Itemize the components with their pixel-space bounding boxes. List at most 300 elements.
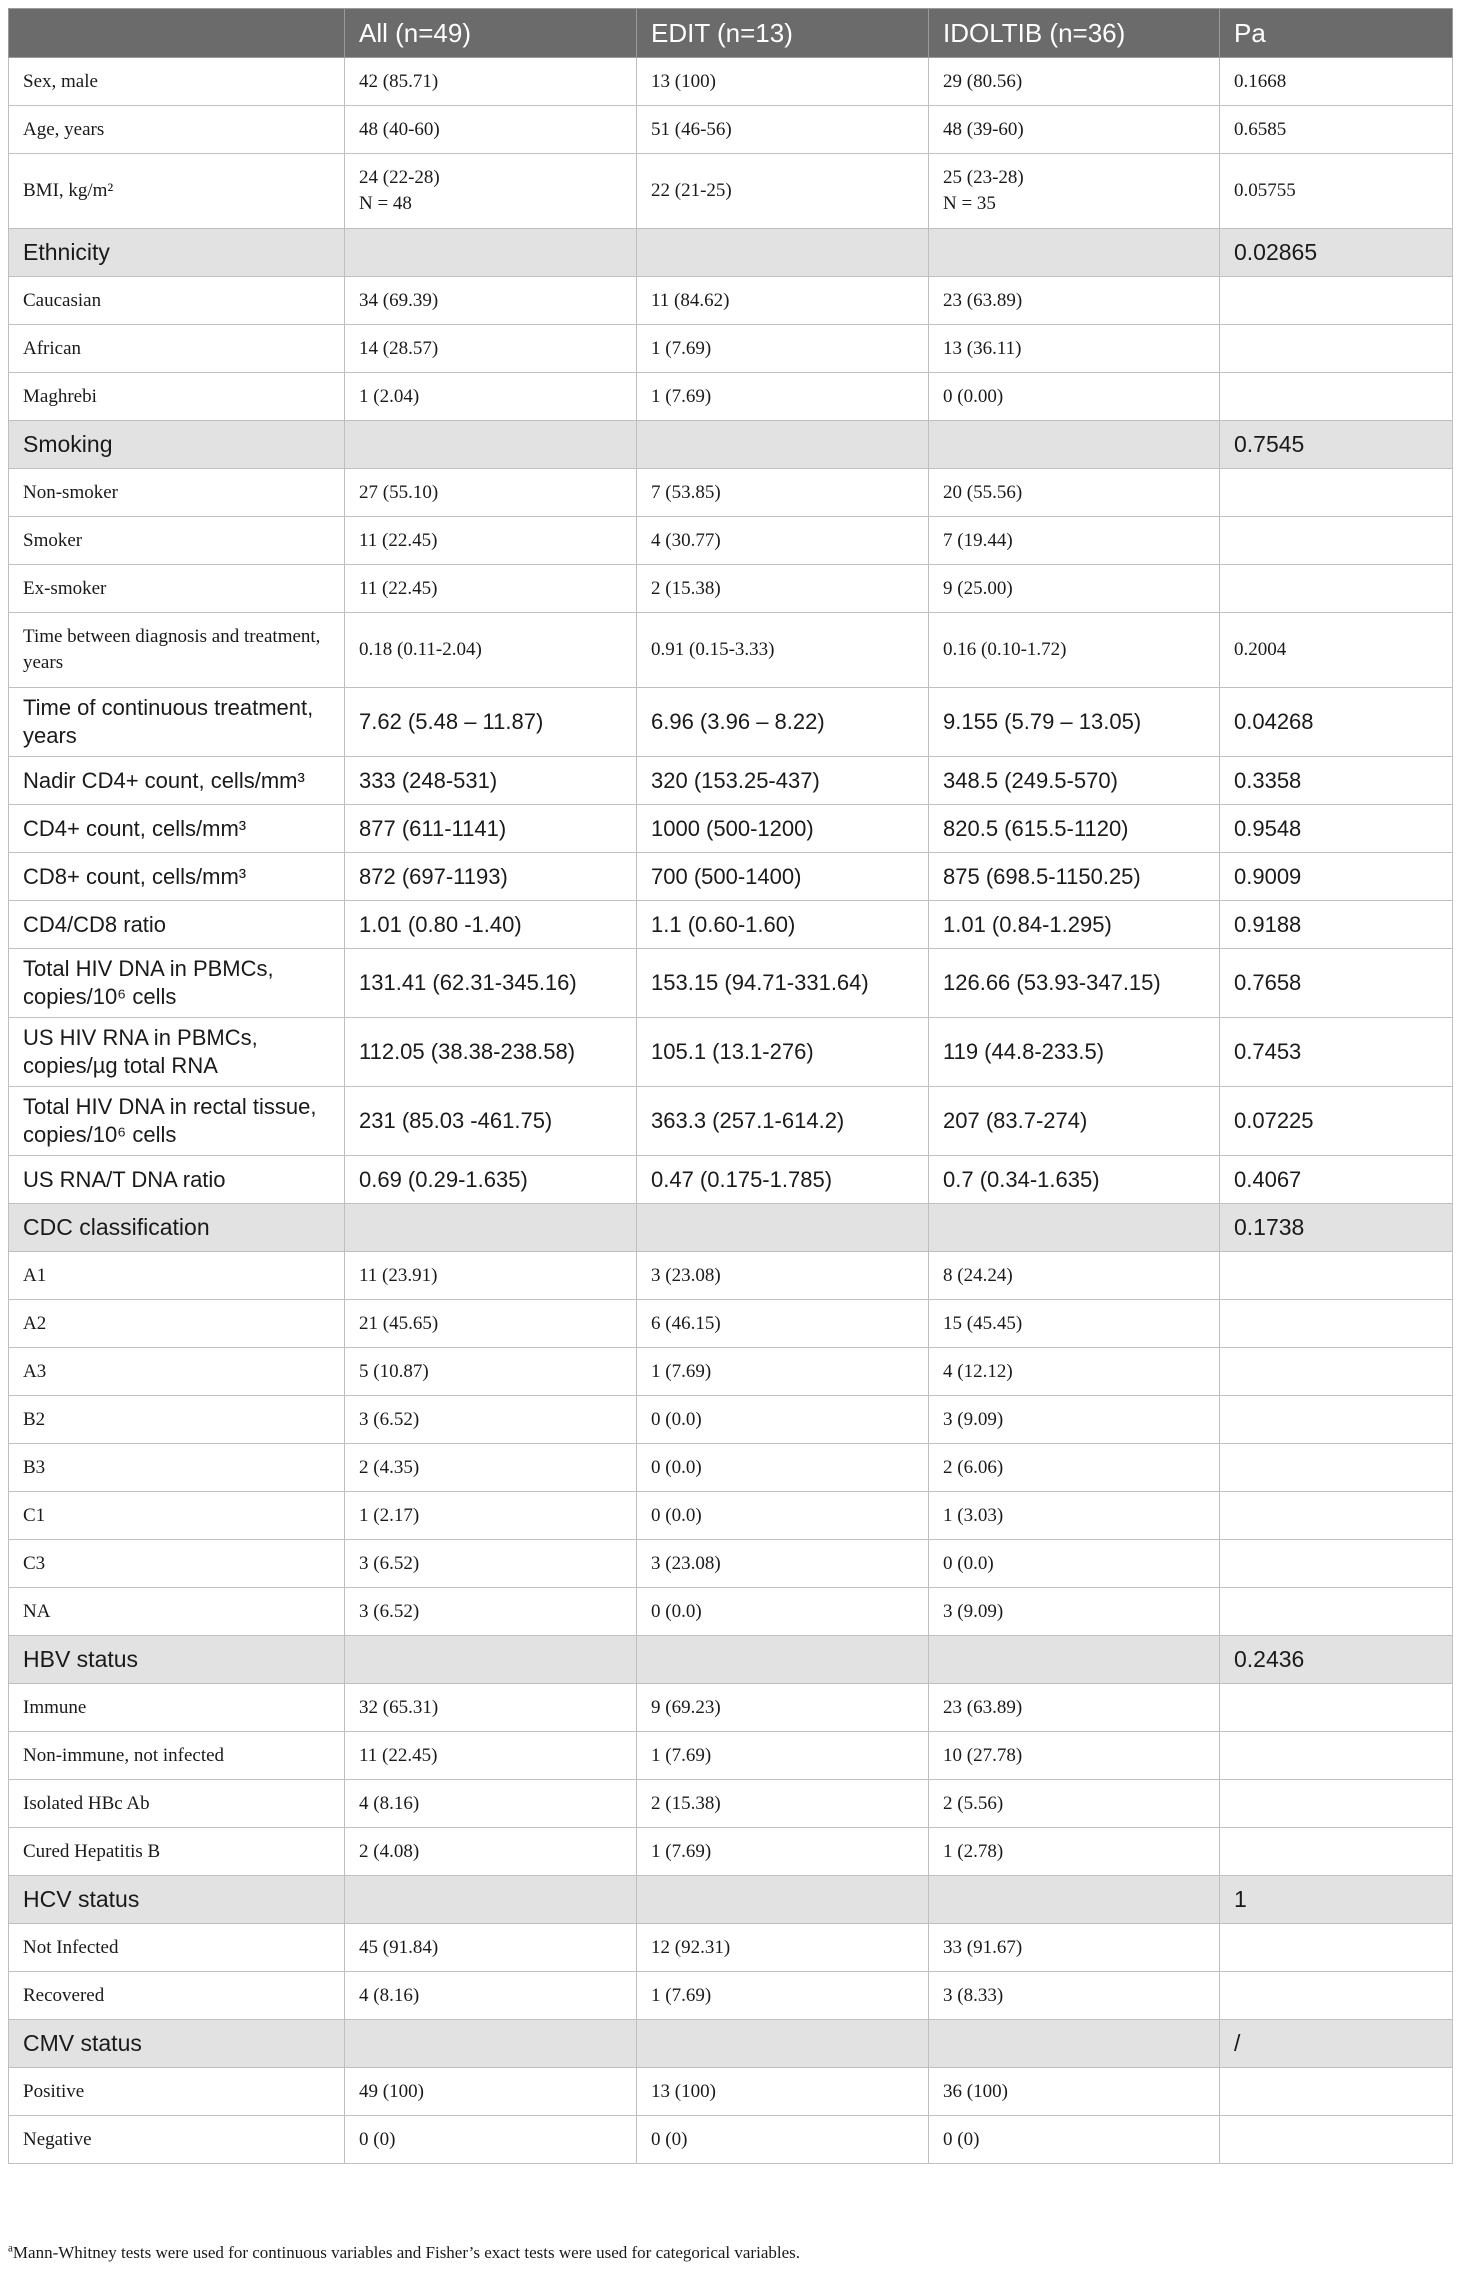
row-label — [9, 1300, 345, 1348]
cell-all — [345, 517, 637, 565]
cell-text: 6 (46.15) — [651, 1312, 721, 1334]
cell-text: 7 (19.44) — [943, 529, 1013, 551]
cell-edit — [637, 1156, 929, 1204]
cell-text: 0.07225 — [1234, 1108, 1314, 1133]
cell-text: 0.7658 — [1234, 970, 1302, 995]
cell-text: 875 (698.5-1150.25) — [943, 863, 1141, 889]
cell-text: 7 (53.85) — [651, 481, 721, 503]
cell-text: C3 — [23, 1552, 46, 1574]
table-row — [9, 373, 1453, 421]
cell-text: 2 (15.38) — [651, 577, 721, 599]
row-label — [9, 1876, 345, 1924]
cell-text: 11 (22.45) — [359, 577, 438, 599]
cell-edit — [637, 1636, 929, 1684]
row-label — [9, 1780, 345, 1828]
cell-edit — [637, 757, 929, 805]
cell-p-value — [1220, 1780, 1453, 1828]
cell-text: Non-immune, not infected — [23, 1744, 225, 1766]
table-row — [9, 277, 1453, 325]
cell-all — [345, 1300, 637, 1348]
row-label — [9, 2068, 345, 2116]
section-header-row — [9, 2020, 1453, 2068]
cell-idoltib — [929, 277, 1220, 325]
cell-p-value — [1220, 901, 1453, 949]
cell-all — [345, 1828, 637, 1876]
cell-all — [345, 1972, 637, 2020]
cell-all — [345, 1636, 637, 1684]
cell-p-value — [1220, 373, 1453, 421]
cell-text: B2 — [23, 1408, 46, 1430]
cell-idoltib — [929, 901, 1220, 949]
table-row — [9, 2116, 1453, 2164]
cell-text: 877 (611-1141) — [359, 815, 507, 841]
cell-text: 0.69 (0.29-1.635) — [359, 1166, 528, 1192]
cell-text: 1 (2.17) — [359, 1504, 420, 1526]
cell-idoltib — [929, 1684, 1220, 1732]
cell-text: 0.7545 — [1234, 431, 1305, 457]
cell-p-value — [1220, 688, 1453, 757]
cell-all — [345, 1924, 637, 1972]
cell-text: 1 (2.04) — [359, 385, 420, 407]
cell-text: 348.5 (249.5-570) — [943, 767, 1118, 793]
cell-text: / — [1234, 2030, 1241, 2056]
cell-idoltib — [929, 2068, 1220, 2116]
cell-text: A3 — [23, 1360, 47, 1382]
row-label — [9, 613, 345, 688]
table-row — [9, 1732, 1453, 1780]
cell-edit — [637, 106, 929, 154]
table-row — [9, 1780, 1453, 1828]
cell-text: Caucasian — [23, 289, 102, 311]
cell-text: 48 (39-60) — [943, 118, 1024, 140]
cell-text: 1 (7.69) — [651, 337, 712, 359]
cell-text: 105.1 (13.1-276) — [651, 1039, 814, 1064]
cell-idoltib — [929, 325, 1220, 373]
cell-text: 11 (22.45) — [359, 1744, 438, 1766]
cell-text: 0 (0) — [943, 2128, 980, 2150]
cell-text: 1 — [1234, 1886, 1247, 1912]
table-row — [9, 469, 1453, 517]
row-label — [9, 805, 345, 853]
cell-text: CD8+ count, cells/mm³ — [23, 863, 247, 889]
cell-text: Positive — [23, 2080, 85, 2102]
cell-all — [345, 1018, 637, 1087]
cell-edit — [637, 1876, 929, 1924]
cell-text: 23 (63.89) — [943, 1696, 1023, 1718]
cell-text: 0.6585 — [1234, 118, 1287, 140]
cell-text: 1 (3.03) — [943, 1504, 1004, 1526]
table-row — [9, 517, 1453, 565]
section-header-row — [9, 421, 1453, 469]
cell-text: 231 (85.03 -461.75) — [359, 1108, 553, 1133]
cell-text: 153.15 (94.71-331.64) — [651, 970, 869, 995]
cell-text: 2 (6.06) — [943, 1456, 1004, 1478]
cell-text: Ethnicity — [23, 239, 110, 265]
cell-p-value — [1220, 805, 1453, 853]
cell-text: 0.16 (0.10-1.72) — [943, 639, 1067, 660]
cell-text: 0.1738 — [1234, 1214, 1305, 1240]
cell-text: 363.3 (257.1-614.2) — [651, 1108, 845, 1133]
cell-text: CD4/CD8 ratio — [23, 911, 167, 937]
cell-edit — [637, 1540, 929, 1588]
table-row — [9, 1924, 1453, 1972]
cell-text: 320 (153.25-437) — [651, 767, 820, 793]
cell-all — [345, 613, 637, 688]
row-label — [9, 421, 345, 469]
cell-all — [345, 1540, 637, 1588]
table-footnote — [8, 2243, 800, 2263]
cell-all — [345, 565, 637, 613]
cell-text: Non-smoker — [23, 481, 118, 503]
cell-text: 0.9188 — [1234, 911, 1302, 937]
cell-idoltib — [929, 1444, 1220, 1492]
cell-all — [345, 229, 637, 277]
cell-text: 11 (84.62) — [651, 289, 730, 311]
row-label — [9, 229, 345, 277]
cell-p-value — [1220, 2116, 1453, 2164]
cell-edit — [637, 853, 929, 901]
cell-all — [345, 1396, 637, 1444]
cell-text: C1 — [23, 1504, 46, 1526]
cell-text: Ex-smoker — [23, 577, 107, 599]
cell-edit — [637, 1396, 929, 1444]
cell-text: Negative — [23, 2128, 92, 2150]
cell-text: Maghrebi — [23, 385, 97, 407]
cell-idoltib — [929, 1087, 1220, 1156]
table-row — [9, 325, 1453, 373]
cell-text: 119 (44.8-233.5) — [943, 1039, 1105, 1064]
row-label — [9, 1156, 345, 1204]
cell-p-value — [1220, 1396, 1453, 1444]
row-label — [9, 1732, 345, 1780]
cell-all — [345, 2068, 637, 2116]
cell-text: NA — [23, 1600, 51, 1622]
table-row — [9, 1018, 1453, 1087]
cell-edit — [637, 1348, 929, 1396]
cell-idoltib — [929, 106, 1220, 154]
header-cell-all: All (n=49) — [345, 9, 637, 58]
cell-idoltib — [929, 229, 1220, 277]
cell-all — [345, 325, 637, 373]
cell-p-value — [1220, 1972, 1453, 2020]
cell-idoltib — [929, 2020, 1220, 2068]
row-label — [9, 154, 345, 229]
cell-text: 9 (25.00) — [943, 577, 1013, 599]
cell-p-value — [1220, 469, 1453, 517]
row-label — [9, 757, 345, 805]
cell-p-value — [1220, 565, 1453, 613]
cell-idoltib — [929, 58, 1220, 106]
row-label — [9, 325, 345, 373]
cell-text: 0.4067 — [1234, 1166, 1302, 1192]
cell-text: 22 (21-25) — [651, 180, 732, 201]
cell-text: HBV status — [23, 1646, 139, 1672]
row-label — [9, 1087, 345, 1156]
cell-all — [345, 2116, 637, 2164]
cell-text: 1000 (500-1200) — [651, 815, 814, 841]
table-row — [9, 1828, 1453, 1876]
row-label — [9, 277, 345, 325]
cell-edit — [637, 688, 929, 757]
cell-text: Time of continuous treatment, years — [23, 695, 314, 748]
cell-text: 1 (7.69) — [651, 1984, 712, 2006]
cell-text: Age, years — [23, 118, 105, 140]
cell-all — [345, 1588, 637, 1636]
cell-all — [345, 805, 637, 853]
cell-text: Total HIV DNA in PBMCs, copies/10⁶ cells — [23, 956, 274, 1009]
cell-idoltib — [929, 757, 1220, 805]
table-header-row — [9, 9, 1453, 58]
cell-text: Sex, male — [23, 70, 98, 92]
cell-text: 7.62 (5.48 – 11.87) — [359, 709, 544, 734]
table-row — [9, 613, 1453, 688]
cell-idoltib — [929, 2116, 1220, 2164]
cell-edit — [637, 901, 929, 949]
cell-p-value — [1220, 1252, 1453, 1300]
row-label — [9, 469, 345, 517]
cell-text: 20 (55.56) — [943, 481, 1023, 503]
cell-sample-size-note: N = 48 — [359, 193, 412, 214]
cell-text: 3 (8.33) — [943, 1984, 1004, 2006]
cell-p-value — [1220, 1444, 1453, 1492]
cell-all — [345, 1204, 637, 1252]
cell-idoltib — [929, 1492, 1220, 1540]
cell-idoltib — [929, 805, 1220, 853]
cell-text: 48 (40-60) — [359, 118, 440, 140]
cell-text: 0.2004 — [1234, 639, 1287, 660]
cell-text: Smoking — [23, 431, 113, 457]
cell-text: 32 (65.31) — [359, 1696, 439, 1718]
cell-text: 3 (23.08) — [651, 1552, 721, 1574]
cell-edit — [637, 1300, 929, 1348]
cell-text: 1.01 (0.80 -1.40) — [359, 911, 522, 937]
cell-edit — [637, 1018, 929, 1087]
cell-p-value — [1220, 277, 1453, 325]
cell-text: 10 (27.78) — [943, 1744, 1023, 1766]
footnote-text: Mann-Whitney tests were used for continuous variables and Fisher’s exact tests were used for categorical variables. — [12, 2243, 800, 2262]
cell-text: 0 (0.0) — [651, 1504, 702, 1526]
cell-idoltib — [929, 565, 1220, 613]
cell-edit — [637, 469, 929, 517]
cell-p-value — [1220, 1588, 1453, 1636]
cell-all — [345, 1732, 637, 1780]
cell-text: 8 (24.24) — [943, 1264, 1013, 1286]
cell-text: 3 (23.08) — [651, 1264, 721, 1286]
cell-edit — [637, 2068, 929, 2116]
cell-p-value — [1220, 1876, 1453, 1924]
cell-text: 4 (8.16) — [359, 1792, 420, 1814]
cell-text: 45 (91.84) — [359, 1936, 439, 1958]
section-header-row — [9, 229, 1453, 277]
cell-text: Nadir CD4+ count, cells/mm³ — [23, 767, 305, 793]
cell-all — [345, 1492, 637, 1540]
cell-text: 0.91 (0.15-3.33) — [651, 639, 775, 660]
table-row — [9, 106, 1453, 154]
cell-text: African — [23, 337, 82, 359]
cell-edit — [637, 949, 929, 1018]
cell-edit — [637, 613, 929, 688]
table-row — [9, 1252, 1453, 1300]
cell-text: 126.66 (53.93-347.15) — [943, 970, 1161, 995]
cell-text: 0.02865 — [1234, 239, 1318, 265]
cell-edit — [637, 1087, 929, 1156]
cell-text: 12 (92.31) — [651, 1936, 731, 1958]
cell-text: Cured Hepatitis B — [23, 1840, 161, 1862]
row-label — [9, 688, 345, 757]
cell-text: 0.7453 — [1234, 1039, 1302, 1064]
cell-text: 131.41 (62.31-345.16) — [359, 970, 577, 995]
cell-all — [345, 688, 637, 757]
cell-text: Recovered — [23, 1984, 105, 2006]
cell-text: 0.04268 — [1234, 709, 1314, 734]
cell-text: CD4+ count, cells/mm³ — [23, 815, 247, 841]
cell-text: 207 (83.7-274) — [943, 1108, 1088, 1133]
cell-text: 0.47 (0.175-1.785) — [651, 1166, 833, 1192]
cell-text: 1 (7.69) — [651, 1360, 712, 1382]
cell-idoltib — [929, 853, 1220, 901]
cell-text: 33 (91.67) — [943, 1936, 1023, 1958]
cell-edit — [637, 565, 929, 613]
cell-text: 2 (4.35) — [359, 1456, 420, 1478]
row-label — [9, 1252, 345, 1300]
table-row — [9, 1156, 1453, 1204]
cell-text: 14 (28.57) — [359, 337, 439, 359]
row-label — [9, 1828, 345, 1876]
cell-p-value — [1220, 2068, 1453, 2116]
cell-idoltib — [929, 1018, 1220, 1087]
cell-all — [345, 277, 637, 325]
header-cell-edit: EDIT (n=13) — [637, 9, 929, 58]
cell-p-value — [1220, 1348, 1453, 1396]
cell-text: 2 (5.56) — [943, 1792, 1004, 1814]
row-label — [9, 1492, 345, 1540]
cell-text: Immune — [23, 1696, 87, 1718]
cell-all — [345, 469, 637, 517]
table-row — [9, 1492, 1453, 1540]
section-header-row — [9, 1204, 1453, 1252]
row-label — [9, 517, 345, 565]
row-label — [9, 1636, 345, 1684]
table-row — [9, 853, 1453, 901]
cell-text: Not Infected — [23, 1936, 119, 1958]
cell-text: CDC classification — [23, 1214, 210, 1240]
cell-text: Time between diagnosis and treatment, years — [23, 626, 321, 673]
cell-text: 0.9009 — [1234, 863, 1302, 889]
cell-text: 11 (22.45) — [359, 529, 438, 551]
footnote-marker: a — [8, 2242, 13, 2255]
cell-idoltib — [929, 1396, 1220, 1444]
cell-idoltib — [929, 1588, 1220, 1636]
cell-p-value — [1220, 949, 1453, 1018]
cell-text: 700 (500-1400) — [651, 863, 802, 889]
cell-all — [345, 1684, 637, 1732]
cell-text: 0.7 (0.34-1.635) — [943, 1166, 1100, 1192]
cell-edit — [637, 1972, 929, 2020]
cell-text: 2 (15.38) — [651, 1792, 721, 1814]
table-body — [9, 58, 1453, 2164]
cell-all — [345, 853, 637, 901]
cell-text: 5 (10.87) — [359, 1360, 429, 1382]
cell-text: 13 (36.11) — [943, 337, 1022, 359]
cell-idoltib — [929, 1828, 1220, 1876]
cell-p-value — [1220, 1156, 1453, 1204]
row-label — [9, 1684, 345, 1732]
cell-text: BMI, kg/m² — [23, 180, 114, 201]
cell-idoltib — [929, 154, 1220, 229]
cell-edit — [637, 1924, 929, 1972]
cell-p-value — [1220, 1924, 1453, 1972]
cell-edit — [637, 1588, 929, 1636]
cell-text: 9.155 (5.79 – 13.05) — [943, 709, 1142, 734]
cell-edit — [637, 2116, 929, 2164]
row-label — [9, 565, 345, 613]
cell-idoltib — [929, 1300, 1220, 1348]
cell-text: 0.2436 — [1234, 1646, 1305, 1672]
table-row — [9, 901, 1453, 949]
table-row — [9, 805, 1453, 853]
cell-all — [345, 2020, 637, 2068]
cell-text: 25 (23-28) — [943, 167, 1024, 188]
cell-edit — [637, 805, 929, 853]
cell-idoltib — [929, 1732, 1220, 1780]
cell-p-value — [1220, 1684, 1453, 1732]
cell-text: 36 (100) — [943, 2080, 1008, 2102]
cell-text: 3 (9.09) — [943, 1600, 1004, 1622]
cell-text: 872 (697-1193) — [359, 863, 508, 889]
cell-idoltib — [929, 688, 1220, 757]
cell-edit — [637, 58, 929, 106]
cell-p-value — [1220, 853, 1453, 901]
cell-idoltib — [929, 1348, 1220, 1396]
cell-text: CMV status — [23, 2030, 142, 2056]
row-label — [9, 901, 345, 949]
cell-idoltib — [929, 469, 1220, 517]
cell-p-value — [1220, 1204, 1453, 1252]
cell-text: A2 — [23, 1312, 47, 1334]
cell-p-value — [1220, 1732, 1453, 1780]
cell-text: 4 (8.16) — [359, 1984, 420, 2006]
row-label — [9, 58, 345, 106]
cell-all — [345, 154, 637, 229]
cell-p-value — [1220, 757, 1453, 805]
cell-text: 51 (46-56) — [651, 118, 732, 140]
table-row — [9, 154, 1453, 229]
cell-text: 0.05755 — [1234, 180, 1296, 201]
cell-all — [345, 106, 637, 154]
row-label — [9, 1924, 345, 1972]
cell-idoltib — [929, 1540, 1220, 1588]
table-row — [9, 1396, 1453, 1444]
table-row — [9, 1444, 1453, 1492]
cell-p-value — [1220, 1018, 1453, 1087]
cell-text: 3 (6.52) — [359, 1600, 420, 1622]
row-label — [9, 1204, 345, 1252]
cell-p-value — [1220, 229, 1453, 277]
cell-idoltib — [929, 1972, 1220, 2020]
row-label — [9, 1348, 345, 1396]
cell-p-value — [1220, 1492, 1453, 1540]
cell-text: 34 (69.39) — [359, 289, 439, 311]
cell-text: 1.01 (0.84-1.295) — [943, 911, 1112, 937]
table-row — [9, 949, 1453, 1018]
cell-edit — [637, 1204, 929, 1252]
cell-idoltib — [929, 1204, 1220, 1252]
cell-text: 3 (6.52) — [359, 1408, 420, 1430]
cell-text: 29 (80.56) — [943, 70, 1023, 92]
cell-all — [345, 757, 637, 805]
cell-edit — [637, 2020, 929, 2068]
row-label — [9, 2116, 345, 2164]
